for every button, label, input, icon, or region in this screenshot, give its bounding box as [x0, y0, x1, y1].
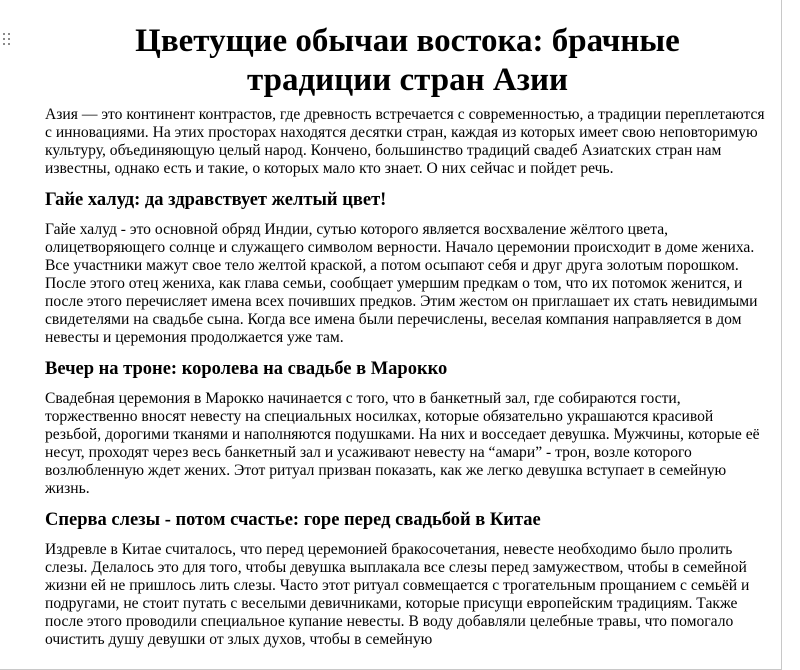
section-heading-china: Сперва слезы - потом счастье: горе перед свадьбой в Китае	[45, 510, 541, 530]
section-text-china: Издревле в Китае считалось, что перед церемонией бракосочетания, невесте необходимо было пролить слезы. Делалось это для того, чтобы девушка выплакала все слезы перед замужеством, чтобы в семейной жизни ей не пришлось лить слезы. Часто этот ритуал совмещается с трогательным прощанием с семьёй и подругами, не стоит путать с веселыми девичниками, которые присущи европейским традициям. Также после этого проводили специальное купание невесты. В воду добавляли целебные травы, что помогало очистить душу девушки от злых духов, чтобы в семейную	[45, 541, 750, 648]
section-heading-india: Гайе халуд: да здравствует желтый цвет!	[45, 190, 387, 210]
page-border-right	[781, 0, 782, 670]
article-body	[45, 22, 770, 649]
drag-handle-icon[interactable]	[3, 33, 11, 47]
article-title: Цветущие обычаи востока: брачные традиции стран Азии	[135, 23, 680, 98]
section-heading-morocco: Вечер на троне: королева на свадьбе в Марокко	[45, 359, 448, 379]
section-text-morocco: Свадебная церемония в Марокко начинается с того, что в банкетный зал, где собираются гости, торжественно вносят невесту на специальных носилках, которые обязательно украшаются красивой резьбой, дорогими тканями и наполняются подушками. На них и восседает девушка. Мужчины, которые её несут, проходят через весь банкетный зал и усаживают невесту на “амари” - трон, возле которого возлюбленную ждет жених. Этот ритуал призван показать, как же легко девушка вступает в семейную жизнь.	[45, 390, 760, 497]
article-intro: Азия — это континент контрастов, где древность встречается с современностью, а традиции переплетаются с инновациями. На этих просторах находятся десятки стран, каждая из которых имеет свою неповторимую культуру, объединяющую целый народ. Кончено, большинство традиций свадеб Азиатских стран нам известны, однако есть и такие, о которых мало кто знает. О них сейчас и пойдет речь.	[45, 106, 765, 177]
section-text-india: Гайе халуд - это основной обряд Индии, сутью которого является восхваление жёлтого цвета, олицетворяющего солнце и служащего символом верности. Начало церемонии происходит в доме жениха. Все участники мажут свое тело желтой краской, а потом осыпают себя и друг друга золотым порошком. После этого отец жениха, как глава семьи, сообщает умершим предкам о том, что их потомок женится, и после этого перечисляет имена всех почивших предков. Этим жестом он приглашает их стать невидимыми свидетелями на свадьбе сына. Когда все имена были перечислены, веселая компания направляется в дом невесты и церемония продолжается уже там.	[45, 221, 758, 346]
